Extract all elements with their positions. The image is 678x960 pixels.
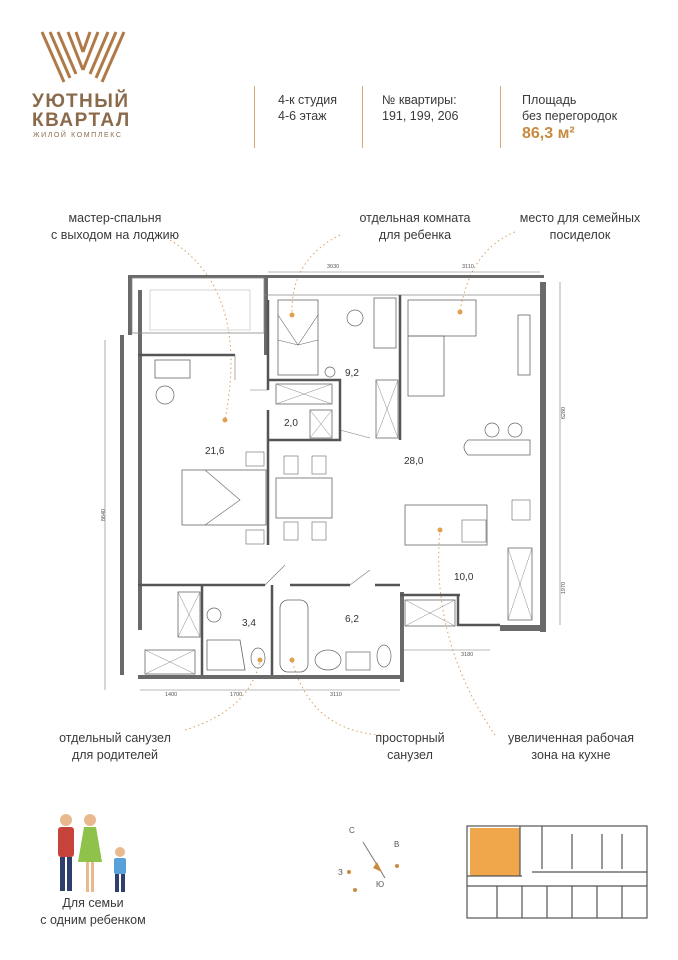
callout-parents-wc <box>30 730 200 764</box>
family-caption <box>28 895 158 929</box>
dimension: 8640 <box>101 508 108 522</box>
room-bath-area: 6,2 <box>345 614 359 625</box>
callout-text: отдельный санузел <box>59 731 171 745</box>
dimension: 3030 <box>327 264 340 270</box>
brand-subtitle: ЖИЛОЙ КОМПЛЕКС <box>33 132 123 139</box>
room-master-area: 21,6 <box>205 446 225 457</box>
dimension: 3110 <box>330 692 342 698</box>
compass-east: В <box>394 840 400 849</box>
room-wc-area: 3,4 <box>242 618 256 629</box>
dimension: 1400 <box>165 692 178 698</box>
dimension: 3180 <box>461 652 474 658</box>
compass-west: З <box>338 868 343 877</box>
dimension: 6280 <box>561 406 568 420</box>
brand-name-line2: КВАРТАЛ <box>32 110 131 131</box>
callout-text: отдельная комната <box>359 211 471 225</box>
callout-text: место для семейных <box>519 211 641 225</box>
floor-key-plan <box>462 824 657 924</box>
callout-bathroom <box>355 730 465 764</box>
callout-text: с выходом на лоджию <box>51 228 179 242</box>
callout-text: зона на кухне <box>531 748 611 762</box>
callout-kitchen <box>486 730 656 764</box>
compass-icon <box>335 830 415 895</box>
callout-text: увеличенная рабочая <box>507 731 634 745</box>
apt-numbers: 191, 199, 206 <box>382 109 459 123</box>
callout-text: для родителей <box>71 748 159 762</box>
area-label-line2: без перегородок <box>522 109 618 123</box>
family-caption-line1: Для семьи <box>62 896 124 910</box>
room-living-area: 28,0 <box>404 456 424 467</box>
callout-text: для ребенка <box>378 228 452 242</box>
callout-text: посиделок <box>549 228 611 242</box>
callout-text: мастер-спальня <box>68 211 162 225</box>
dimension: 3110 <box>462 264 474 270</box>
brand-name-line1: УЮТНЫЙ <box>32 91 130 112</box>
room-closet-area: 2,0 <box>284 418 298 429</box>
room-kitchen-area: 10,0 <box>454 572 474 583</box>
callout-text: санузел <box>387 748 433 762</box>
dimension: 1700 <box>230 692 243 698</box>
area-label-line1: Площадь <box>522 93 577 107</box>
floor-line: 4-6 этаж <box>278 109 327 123</box>
dimension: 1970 <box>561 581 568 595</box>
room-child-area: 9,2 <box>345 368 359 379</box>
compass-south: Ю <box>376 880 385 889</box>
apt-label: № квартиры: <box>382 93 457 107</box>
type-line1: 4-к студия <box>278 93 338 107</box>
callout-text: просторный <box>375 731 445 745</box>
family-caption-line2: с одним ребенком <box>40 913 146 927</box>
family-illustration <box>50 812 135 897</box>
compass-north: С <box>349 826 355 835</box>
area-value: 86,3 м² <box>522 125 575 142</box>
